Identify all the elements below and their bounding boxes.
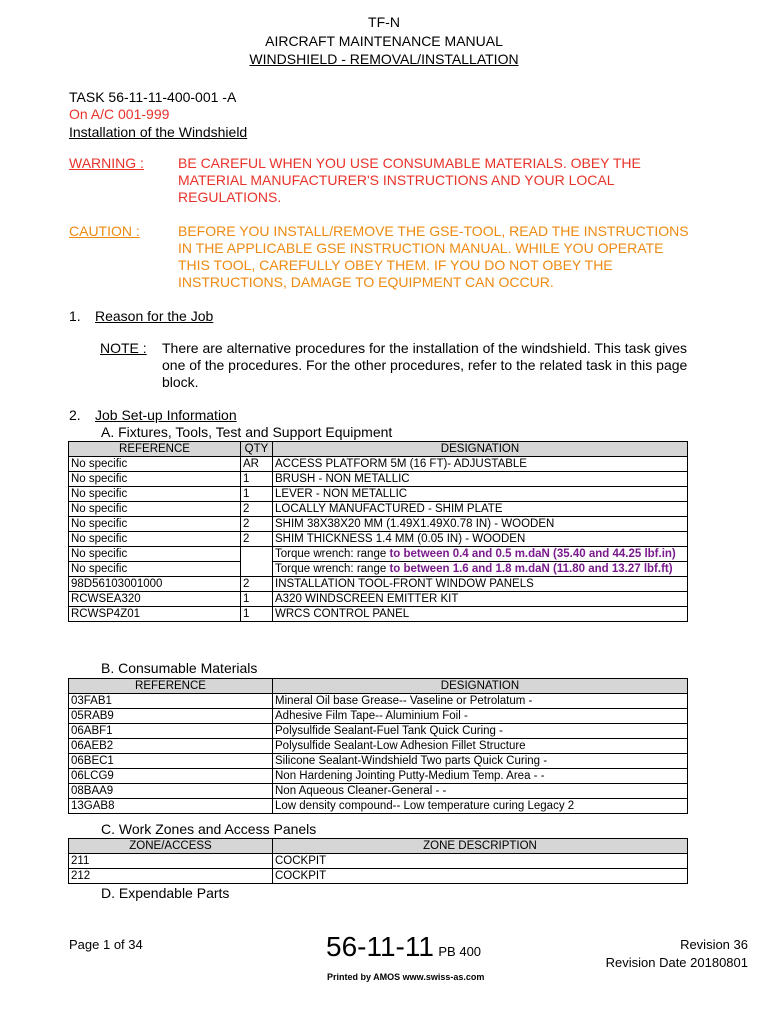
cell-designation [273,547,688,562]
cell-designation: ACCESS PLATFORM 5M (16 FT)- ADJUSTABLE [273,457,688,472]
cell-qty: 1 [241,592,273,607]
table-row [69,799,688,814]
chapter-number: 56-11-11 [326,931,434,962]
cell-designation: Non Aqueous Cleaner-General - - [273,784,688,799]
page-number: Page 1 of 34 [69,937,143,952]
warning-line: MATERIAL MANUFACTURER'S INSTRUCTIONS AND YOUR LOCAL [178,172,615,188]
cell-reference: No specific [69,502,241,517]
revision: Revision 36 [680,937,748,952]
table-row [69,472,688,487]
cell-qty: 1 [241,607,273,622]
torque-range: to between 0.4 and 0.5 m.daN (35.40 and 44.25 lbf.in) [389,548,676,560]
task-applicability: On A/C 001-999 [69,106,170,122]
zones-table [68,838,688,884]
caution-line: IN THE APPLICABLE GSE INSTRUCTION MANUAL. WHILE YOU OPERATE [178,240,664,256]
table-row [69,869,688,884]
warning-line: REGULATIONS. [178,189,282,205]
cell-designation: LEVER - NON METALLIC [273,487,688,502]
torque-range: to between 1.6 and 1.8 m.daN (11.80 and 13.27 lbf.ft) [389,563,673,575]
table-row [69,487,688,502]
cell-qty [241,547,273,577]
task-id: TASK 56-11-11-400-001 -A [69,89,237,105]
cell-designation: Non Hardening Jointing Putty-Medium Temp. Area - - [273,769,688,784]
cell-reference: No specific [69,457,241,472]
table-row [69,532,688,547]
cell-designation: Polysulfide Sealant-Low Adhesion Fillet Structure [273,739,688,754]
caution-text [178,223,689,291]
cell-reference: 06ABF1 [69,724,273,739]
header-manual-title: AIRCRAFT MAINTENANCE MANUAL [265,33,503,49]
subsection-a-title: A. Fixtures, Tools, Test and Support Equipment [101,424,393,440]
col-zone-access: ZONE/ACCESS [69,839,273,854]
printed-by: Printed by AMOS www.swiss-as.com [327,972,485,982]
torque-prefix: Torque wrench: range [275,563,390,575]
cell-reference: 13GAB8 [69,799,273,814]
table-row [69,754,688,769]
cell-reference: 06AEB2 [69,739,273,754]
section2-number: 2. [69,407,81,423]
table-row [69,854,688,869]
caution-label: CAUTION : [69,223,140,239]
note-line: There are alternative procedures for the installation of the windshield. This task gives [162,340,688,356]
table-row [69,577,688,592]
cell-reference: RCWSEA320 [69,592,241,607]
table-row [69,694,688,709]
col-zone-description: ZONE DESCRIPTION [273,839,688,854]
header-section-title: WINDSHIELD - REMOVAL/INSTALLATION [249,51,519,67]
cell-designation: Silicone Sealant-Windshield Two parts Quick Curing - [273,754,688,769]
cell-qty: 1 [241,472,273,487]
cell-reference: 98D56103001000 [69,577,241,592]
table-header-row [69,679,688,694]
cell-reference: 03FAB1 [69,694,273,709]
chapter-code [326,931,481,963]
cell-qty: 2 [241,577,273,592]
table-row [69,502,688,517]
col-qty: QTY [241,442,273,457]
table-row [69,607,688,622]
table-row [69,724,688,739]
table-row [69,784,688,799]
cell-designation: A320 WINDSCREEN EMITTER KIT [273,592,688,607]
cell-zone: 212 [69,869,273,884]
subsection-c-title: C. Work Zones and Access Panels [101,821,317,837]
cell-qty: 2 [241,517,273,532]
cell-reference: RCWSP4Z01 [69,607,241,622]
page-block: PB 400 [438,944,482,959]
cell-designation: INSTALLATION TOOL-FRONT WINDOW PANELS [273,577,688,592]
cell-reference: 05RAB9 [69,709,273,724]
subsection-d-title: D. Expendable Parts [101,885,230,901]
section2-title: Job Set-up Information [95,407,237,423]
table-header-row [69,839,688,854]
tools-table [68,441,688,622]
cell-qty: 1 [241,487,273,502]
note-text [162,340,687,391]
cell-designation: Adhesive Film Tape-- Aluminium Foil - [273,709,688,724]
caution-line: INSTRUCTIONS, DAMAGE TO EQUIPMENT CAN OCCUR. [178,274,554,290]
cell-designation: Mineral Oil base Grease-- Vaseline or Petrolatum - [273,694,688,709]
cell-reference: 06BEC1 [69,754,273,769]
cell-zone-description: COCKPIT [273,854,688,869]
cell-qty: AR [241,457,273,472]
cell-reference: No specific [69,517,241,532]
cell-designation: BRUSH - NON METALLIC [273,472,688,487]
warning-label: WARNING : [69,155,144,171]
table-row [69,457,688,472]
cell-designation: LOCALLY MANUFACTURED - SHIM PLATE [273,502,688,517]
section1-title: Reason for the Job [95,308,214,324]
cell-reference: No specific [69,532,241,547]
table-row [69,592,688,607]
section1-number: 1. [69,308,81,324]
cell-qty: 2 [241,532,273,547]
cell-zone: 211 [69,854,273,869]
cell-reference: No specific [69,547,241,562]
table-header-row [69,442,688,457]
cell-reference: No specific [69,487,241,502]
caution-line: THIS TOOL, CAREFULLY OBEY THEM. IF YOU DO NOT OBEY THE [178,257,613,273]
note-label: NOTE : [100,340,147,356]
table-row [69,517,688,532]
subsection-b-title: B. Consumable Materials [101,660,258,676]
header-line1: TF-N [368,14,400,30]
cell-designation: SHIM 38X38X20 MM (1.49X1.49X0.78 IN) - WOODEN [273,517,688,532]
note-line: block. [162,374,199,390]
table-row [69,709,688,724]
cell-reference: 08BAA9 [69,784,273,799]
warning-line: BE CAREFUL WHEN YOU USE CONSUMABLE MATERIALS. OBEY THE [178,155,641,171]
cell-qty: 2 [241,502,273,517]
cell-designation: SHIM THICKNESS 1.4 MM (0.05 IN) - WOODEN [273,532,688,547]
note-line: one of the procedures. For the other procedures, refer to the related task in this page [162,357,688,373]
cell-reference: No specific [69,562,241,577]
cell-reference: No specific [69,472,241,487]
consumables-table [68,678,688,814]
table-row [69,547,688,562]
cell-reference: 06LCG9 [69,769,273,784]
col-designation: DESIGNATION [273,679,688,694]
torque-prefix: Torque wrench: range [275,548,390,560]
col-designation: DESIGNATION [273,442,688,457]
warning-text [178,155,641,206]
cell-designation: WRCS CONTROL PANEL [273,607,688,622]
caution-line: BEFORE YOU INSTALL/REMOVE THE GSE-TOOL, READ THE INSTRUCTIONS [178,223,689,239]
task-title: Installation of the Windshield [69,124,248,140]
cell-designation: Polysulfide Sealant-Fuel Tank Quick Curing - [273,724,688,739]
col-reference: REFERENCE [69,679,273,694]
cell-designation: Low density compound-- Low temperature curing Legacy 2 [273,799,688,814]
revision-date: Revision Date 20180801 [605,955,748,970]
col-reference: REFERENCE [69,442,241,457]
table-row [69,769,688,784]
cell-zone-description: COCKPIT [273,869,688,884]
table-row [69,562,688,577]
cell-designation [273,562,688,577]
table-row [69,739,688,754]
